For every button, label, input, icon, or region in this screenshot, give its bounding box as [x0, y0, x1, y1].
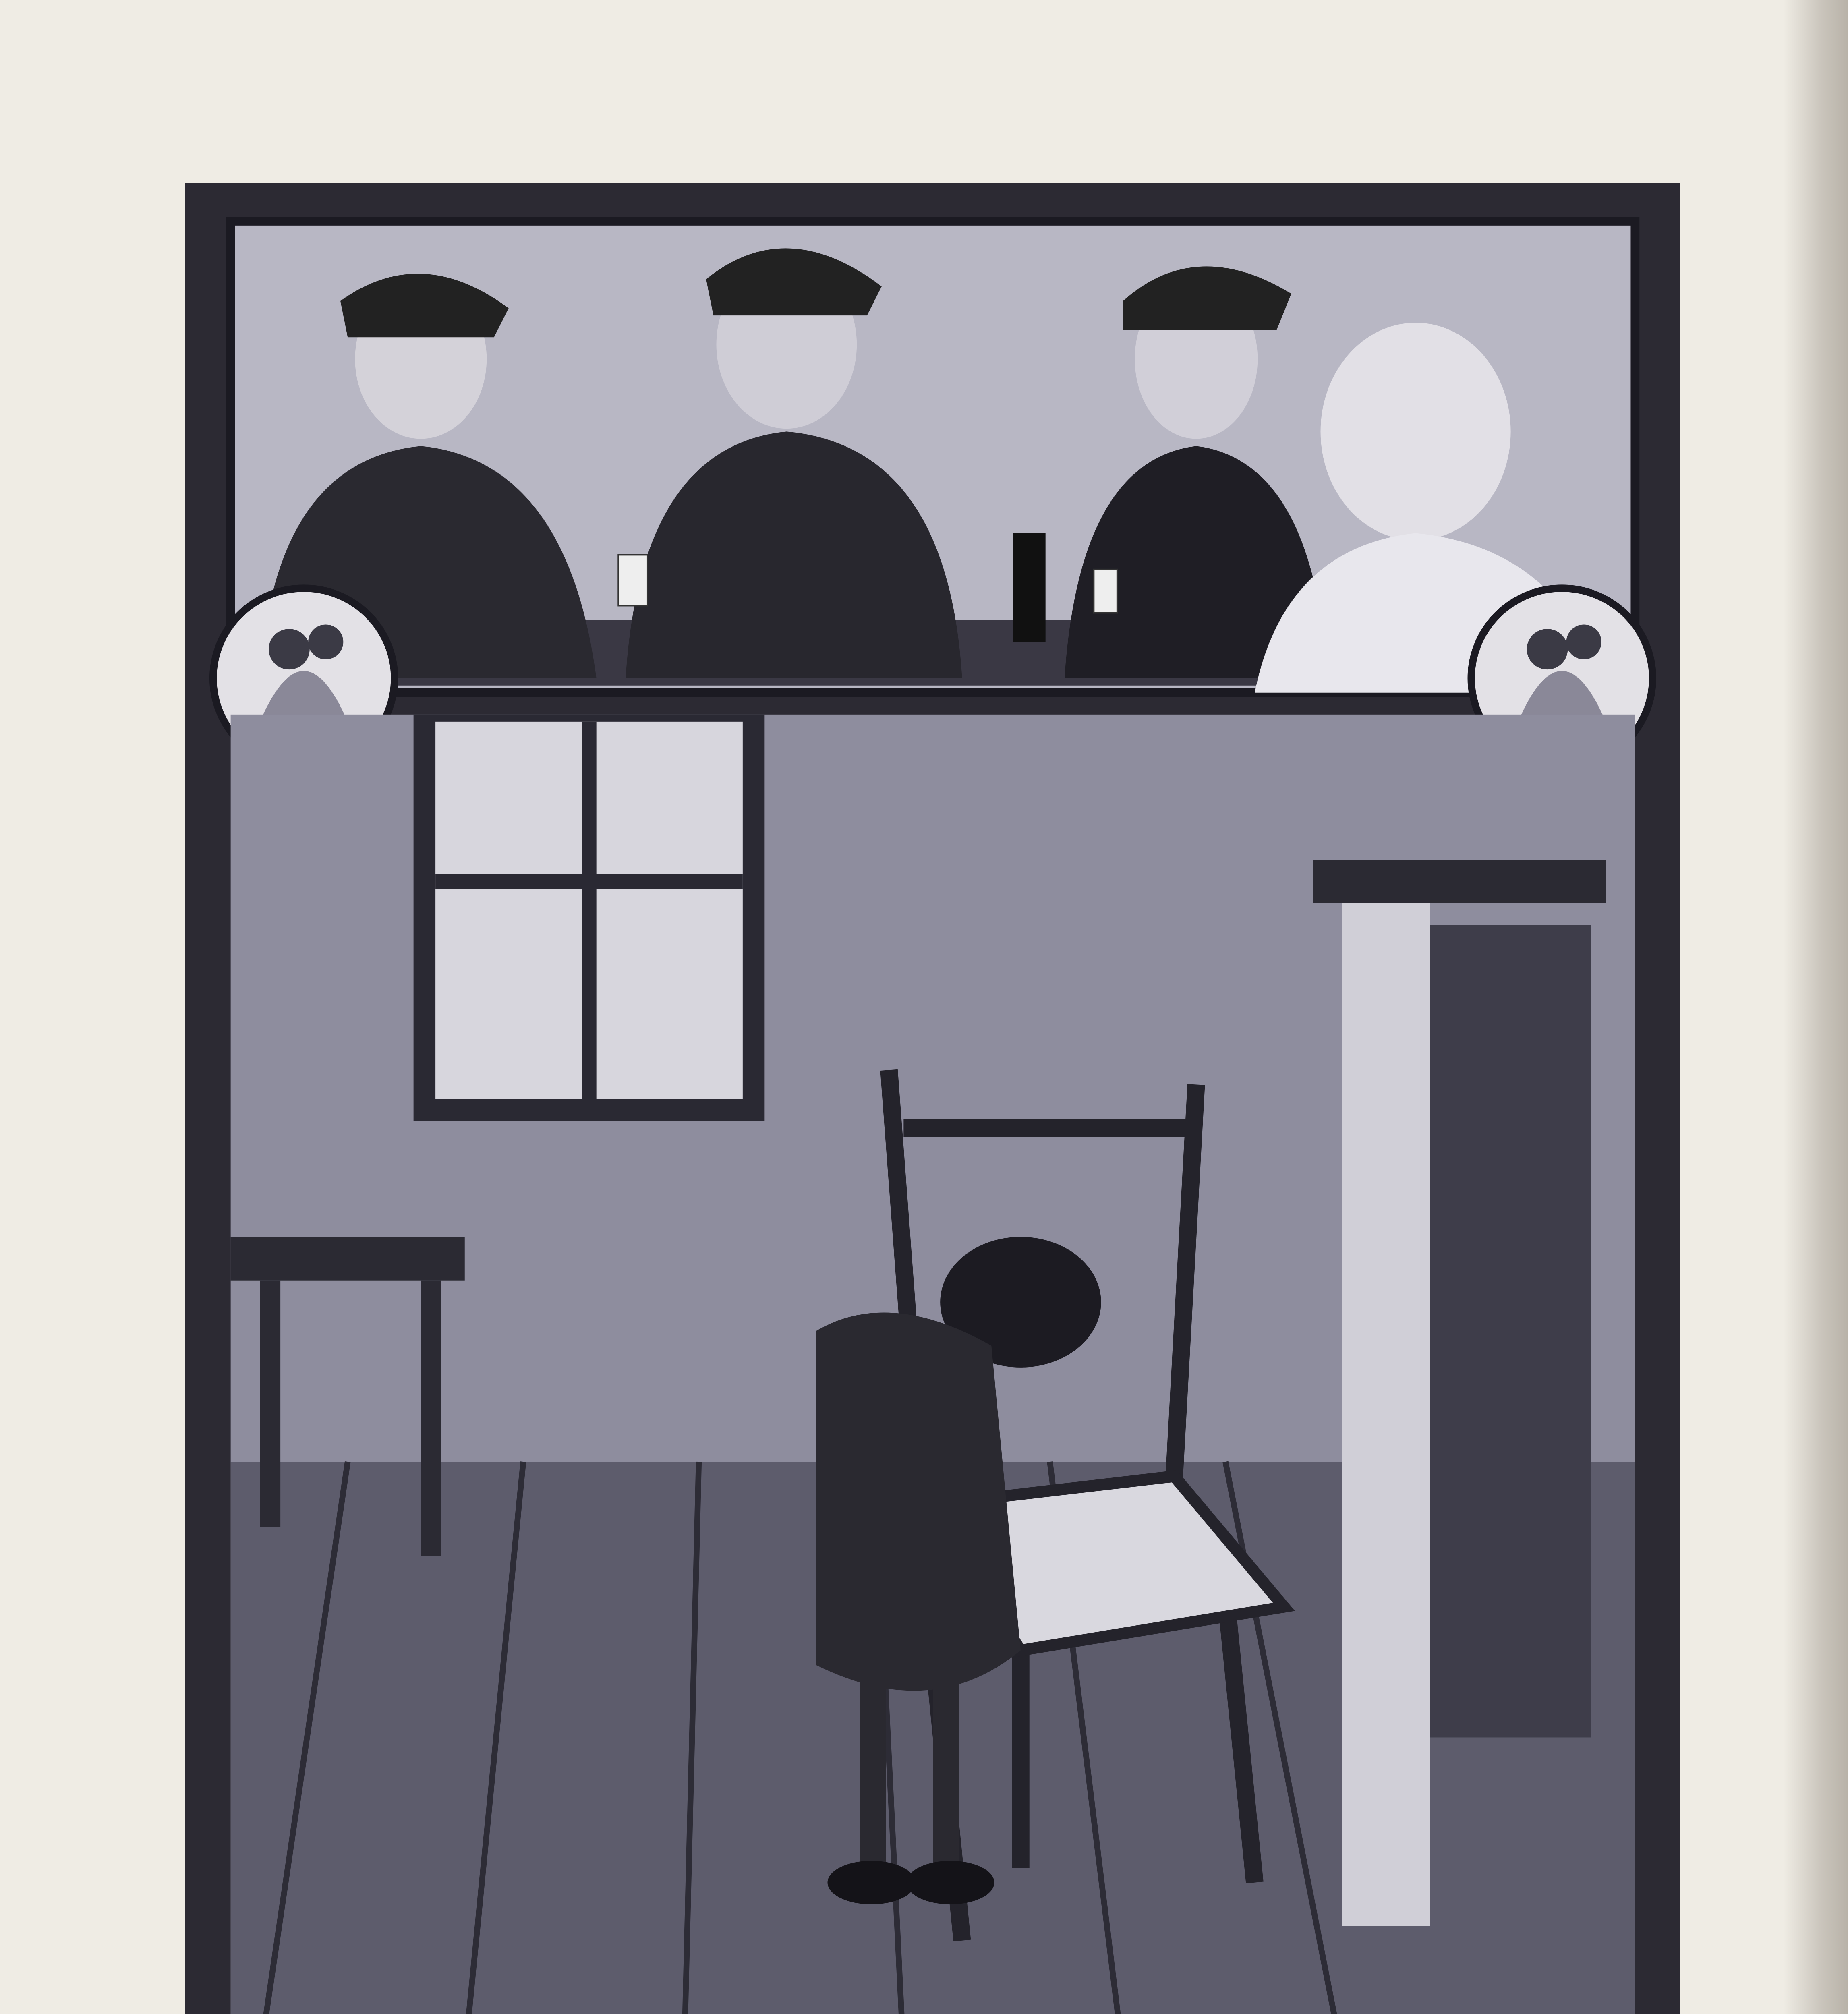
illustration-frame — [185, 183, 1680, 2014]
bottle — [1013, 533, 1046, 642]
illustration — [201, 199, 1664, 2014]
glass — [618, 555, 648, 606]
glass — [1094, 570, 1117, 613]
page-edge-shading — [1784, 0, 1848, 2014]
snowy-window — [414, 715, 765, 1121]
